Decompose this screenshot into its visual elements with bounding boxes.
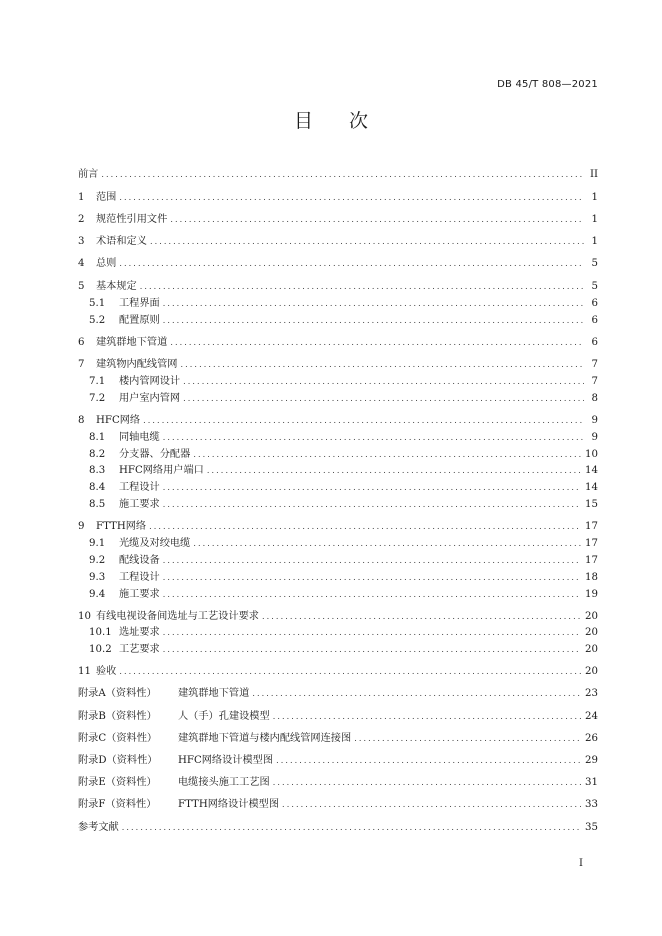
toc-entry-number: 附录A（资料性） bbox=[78, 688, 157, 699]
toc-entry-label: 选址要求 bbox=[119, 627, 160, 638]
toc-leader-dots bbox=[119, 192, 584, 204]
toc-entry-label: HFC网络用户端口 bbox=[119, 465, 204, 476]
toc-entry-number: 8.4 bbox=[89, 482, 106, 493]
toc-leader-dots bbox=[122, 822, 581, 834]
toc-entry-number: 9.3 bbox=[89, 572, 106, 583]
toc-leader-dots bbox=[150, 236, 584, 248]
toc-entry-page: 20 bbox=[585, 666, 598, 677]
toc-entry[interactable] bbox=[78, 463, 598, 477]
toc-entry[interactable] bbox=[78, 296, 598, 310]
toc-leader-dots bbox=[149, 521, 581, 533]
toc-leader-dots bbox=[181, 359, 585, 371]
toc-entry-page: 14 bbox=[585, 482, 598, 493]
toc-entry[interactable] bbox=[78, 570, 598, 584]
toc-entry-page: 23 bbox=[585, 688, 598, 699]
toc-entry-page: 17 bbox=[585, 521, 598, 532]
toc-leader-dots bbox=[276, 755, 581, 767]
toc-entry[interactable] bbox=[78, 497, 598, 511]
toc-entry-page: 6 bbox=[591, 337, 598, 348]
toc-leader-dots bbox=[193, 538, 581, 550]
toc-entry[interactable] bbox=[78, 775, 598, 789]
toc-entry-number: 9.4 bbox=[89, 589, 106, 600]
toc-entry-label: 建筑群地下管道 bbox=[178, 688, 250, 699]
toc-entry[interactable] bbox=[78, 190, 598, 204]
toc-entry-number: 2 bbox=[78, 214, 85, 225]
toc-leader-dots bbox=[163, 315, 584, 327]
toc-entry-page: 9 bbox=[591, 415, 598, 426]
toc-entry-page: 24 bbox=[585, 711, 598, 722]
toc-entry-page: 14 bbox=[585, 465, 598, 476]
toc-leader-dots bbox=[273, 777, 581, 789]
toc-entry-number: 7.1 bbox=[89, 376, 106, 387]
toc-entry-page: 20 bbox=[585, 627, 598, 638]
toc-entry-label: 人（手）孔建设模型 bbox=[178, 711, 270, 722]
toc-leader-dots bbox=[163, 644, 581, 656]
toc-entry[interactable] bbox=[78, 664, 598, 678]
toc-entry-page: 20 bbox=[585, 611, 598, 622]
toc-entry-label: 总则 bbox=[96, 258, 117, 269]
toc-entry-page: 5 bbox=[591, 258, 598, 269]
toc-entry-page: 5 bbox=[591, 281, 598, 292]
toc-entry[interactable] bbox=[78, 234, 598, 248]
toc-entry-label: 配置原则 bbox=[119, 315, 160, 326]
toc-entry-label: 配线设备 bbox=[119, 555, 160, 566]
toc-entry[interactable] bbox=[78, 413, 598, 427]
toc-entry[interactable] bbox=[78, 587, 598, 601]
toc-entry[interactable] bbox=[78, 519, 598, 533]
toc-entry-page: 20 bbox=[585, 644, 598, 655]
toc-entry[interactable] bbox=[78, 313, 598, 327]
toc-leader-dots bbox=[163, 298, 584, 310]
toc-entry-label: 光缆及对绞电缆 bbox=[119, 538, 191, 549]
toc-entry-page: 33 bbox=[585, 799, 598, 810]
page-title: 目次 bbox=[293, 110, 404, 132]
toc-entry-page: 31 bbox=[585, 777, 598, 788]
toc-entry-page: 8 bbox=[591, 393, 598, 404]
toc-entry-number: 5.1 bbox=[89, 298, 106, 309]
toc-entry-label: FTTH网络 bbox=[96, 521, 147, 532]
toc-entry[interactable] bbox=[78, 609, 598, 623]
toc-leader-dots bbox=[140, 281, 584, 293]
toc-entry-page: 17 bbox=[585, 555, 598, 566]
toc-entry-page: 35 bbox=[585, 822, 598, 833]
toc-entry-label: 工程设计 bbox=[119, 482, 160, 493]
toc-leader-dots bbox=[273, 711, 581, 723]
toc-entry-page: 1 bbox=[591, 192, 598, 203]
toc-entry-label: 工艺要求 bbox=[119, 644, 160, 655]
toc-leader-dots bbox=[143, 415, 584, 427]
toc-leader-dots bbox=[163, 572, 581, 584]
toc-leader-dots bbox=[163, 482, 581, 494]
toc-leader-dots bbox=[119, 666, 581, 678]
toc-leader-dots bbox=[262, 611, 581, 623]
toc-entry[interactable] bbox=[78, 480, 598, 494]
toc-entry-number: 5.2 bbox=[89, 315, 106, 326]
toc-entry-label: 电缆接头施工工艺图 bbox=[178, 777, 270, 788]
toc-entry-number: 11 bbox=[78, 666, 91, 677]
toc-entry-label: 参考文献 bbox=[78, 822, 119, 833]
toc-entry-number: 5 bbox=[78, 281, 85, 292]
toc-leader-dots bbox=[207, 465, 581, 477]
toc-entry-label: 建筑物内配线管网 bbox=[96, 359, 178, 370]
toc-entry[interactable] bbox=[78, 167, 598, 181]
toc-entry-number: 10.1 bbox=[89, 627, 112, 638]
toc-entry-page: 9 bbox=[591, 432, 598, 443]
toc-entry-number: 1 bbox=[78, 192, 85, 203]
toc-leader-dots bbox=[170, 214, 584, 226]
toc-entry[interactable] bbox=[78, 374, 598, 388]
toc-leader-dots bbox=[163, 589, 581, 601]
toc-entry-label: 施工要求 bbox=[119, 499, 160, 510]
toc-leader-dots bbox=[183, 376, 584, 388]
toc-entry-page: 1 bbox=[591, 236, 598, 247]
toc-entry-page: 17 bbox=[585, 538, 598, 549]
toc-entry-label: 楼内管网设计 bbox=[119, 376, 181, 387]
toc-entry[interactable] bbox=[78, 335, 598, 349]
toc-entry-number: 7 bbox=[78, 359, 85, 370]
toc-entry-label: 规范性引用文件 bbox=[96, 214, 168, 225]
toc-entry-number: 附录D（资料性） bbox=[78, 755, 158, 766]
toc-entry[interactable] bbox=[78, 447, 598, 461]
toc-entry-label: FTTH网络设计模型图 bbox=[178, 799, 280, 810]
toc-entry-number: 3 bbox=[78, 236, 85, 247]
toc-entry-page: 15 bbox=[585, 499, 598, 510]
toc-entry[interactable] bbox=[78, 553, 598, 567]
toc-entry-number: 10 bbox=[78, 611, 91, 622]
toc-entry-page: 6 bbox=[591, 298, 598, 309]
toc-entry-label: 施工要求 bbox=[119, 589, 160, 600]
toc-entry-number: 4 bbox=[78, 258, 85, 269]
toc-entry[interactable] bbox=[78, 625, 598, 639]
toc-entry-page: 7 bbox=[591, 376, 598, 387]
toc-entry-page: II bbox=[589, 169, 598, 180]
toc-entry-label: HFC网络 bbox=[96, 415, 141, 426]
toc-leader-dots bbox=[163, 627, 581, 639]
toc-leader-dots bbox=[183, 393, 584, 405]
toc-entry[interactable] bbox=[78, 357, 598, 371]
toc-entry[interactable] bbox=[78, 256, 598, 270]
toc-entry-label: 范围 bbox=[96, 192, 117, 203]
toc-entry-number: 10.2 bbox=[89, 644, 112, 655]
toc-entry-label: 基本规定 bbox=[96, 281, 137, 292]
toc-entry-label: 验收 bbox=[96, 666, 117, 677]
toc-entry[interactable] bbox=[78, 820, 598, 834]
toc-entry-label: 工程设计 bbox=[119, 572, 160, 583]
toc-entry-label: 建筑群地下管道与楼内配线管网连接图 bbox=[178, 733, 352, 744]
toc-entry[interactable] bbox=[78, 642, 598, 656]
toc-leader-dots bbox=[252, 688, 581, 700]
toc-entry-number: 附录B（资料性） bbox=[78, 711, 157, 722]
toc-entry-page: 10 bbox=[585, 449, 598, 460]
toc-entry-page: 19 bbox=[585, 589, 598, 600]
toc-entry[interactable] bbox=[78, 279, 598, 293]
toc-leader-dots bbox=[163, 555, 581, 567]
toc-entry[interactable] bbox=[78, 709, 598, 723]
toc-entry-label: 前言 bbox=[78, 169, 99, 180]
toc-entry[interactable] bbox=[78, 391, 598, 405]
toc-entry-number: 8 bbox=[78, 415, 85, 426]
toc-entry-label: 分支器、分配器 bbox=[119, 449, 191, 460]
toc-leader-dots bbox=[354, 733, 581, 745]
toc-entry-page: 29 bbox=[585, 755, 598, 766]
toc-entry-number: 附录E（资料性） bbox=[78, 777, 157, 788]
toc-entry-number: 附录F（资料性） bbox=[78, 799, 157, 810]
toc-entry[interactable] bbox=[78, 430, 598, 444]
toc-leader-dots bbox=[163, 499, 581, 511]
toc-entry-number: 8.3 bbox=[89, 465, 106, 476]
toc-entry-label: 同轴电缆 bbox=[119, 432, 160, 443]
document-code: DB 45/T 808—2021 bbox=[497, 79, 598, 90]
toc-leader-dots bbox=[163, 432, 584, 444]
toc-entry-page: 18 bbox=[585, 572, 598, 583]
toc-leader-dots bbox=[119, 258, 584, 270]
toc-entry-page: 7 bbox=[591, 359, 598, 370]
toc-entry-label: 有线电视设备间选址与工艺设计要求 bbox=[96, 611, 259, 622]
toc-entry-label: 建筑群地下管道 bbox=[96, 337, 168, 348]
toc-entry-label: 工程界面 bbox=[119, 298, 160, 309]
toc-entry-number: 9.2 bbox=[89, 555, 106, 566]
toc-entry-page: 6 bbox=[591, 315, 598, 326]
toc-entry-label: 用户室内管网 bbox=[119, 393, 181, 404]
toc-entry[interactable] bbox=[78, 753, 598, 767]
toc-leader-dots bbox=[101, 169, 584, 181]
toc-entry[interactable] bbox=[78, 686, 598, 700]
toc-entry-number: 9 bbox=[78, 521, 85, 532]
toc-entry[interactable] bbox=[78, 731, 598, 745]
page-number: I bbox=[579, 858, 583, 869]
toc-leader-dots bbox=[193, 449, 581, 461]
toc-entry[interactable] bbox=[78, 536, 598, 550]
toc-entry-number: 8.2 bbox=[89, 449, 106, 460]
toc-entry-number: 8.1 bbox=[89, 432, 106, 443]
toc-entry-page: 26 bbox=[585, 733, 598, 744]
toc-leader-dots bbox=[170, 337, 584, 349]
toc-entry[interactable] bbox=[78, 797, 598, 811]
toc-entry-number: 7.2 bbox=[89, 393, 106, 404]
toc-entry[interactable] bbox=[78, 212, 598, 226]
toc-entry-number: 附录C（资料性） bbox=[78, 733, 158, 744]
toc-leader-dots bbox=[282, 799, 581, 811]
toc-entry-number: 6 bbox=[78, 337, 85, 348]
toc-entry-label: HFC网络设计模型图 bbox=[178, 755, 274, 766]
toc-entry-number: 8.5 bbox=[89, 499, 106, 510]
toc-entry-label: 术语和定义 bbox=[96, 236, 147, 247]
toc-entry-page: 1 bbox=[591, 214, 598, 225]
toc-entry-number: 9.1 bbox=[89, 538, 106, 549]
